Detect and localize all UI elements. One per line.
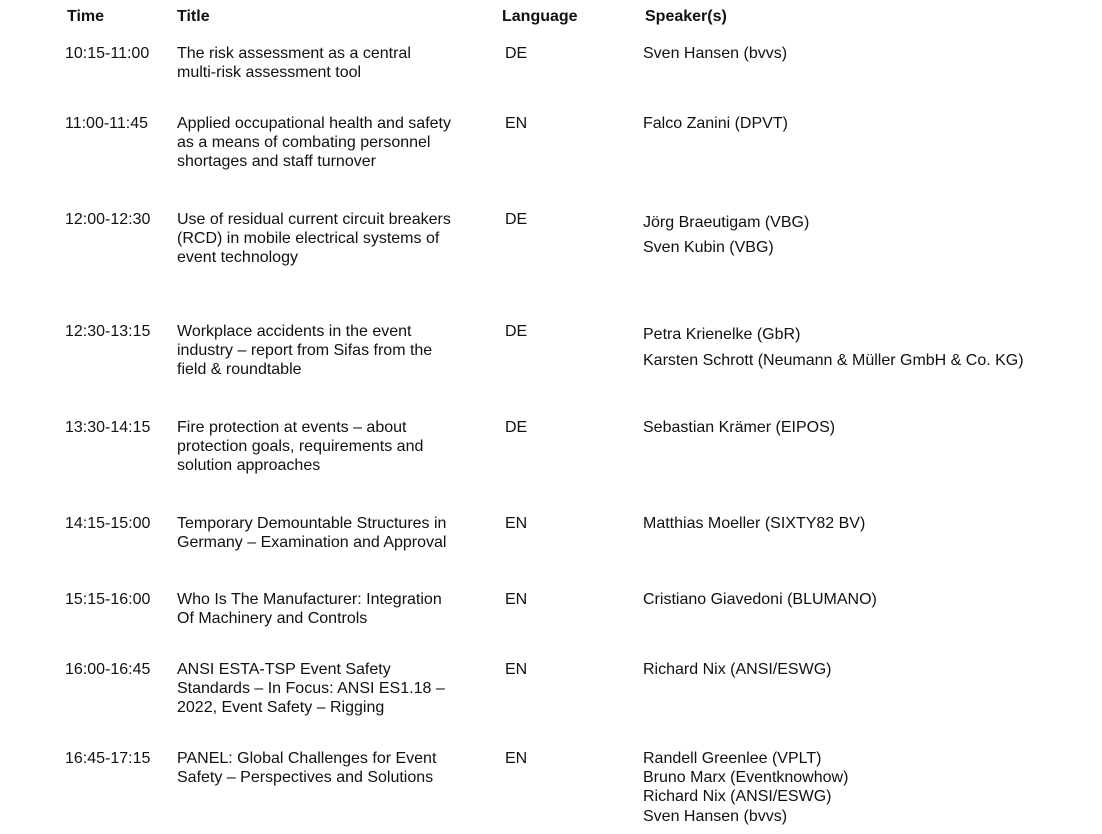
session-time: 13:30-14:15 <box>65 419 151 436</box>
speaker: Cristiano Giavedoni (BLUMANO) <box>643 591 877 608</box>
speaker: Sven Kubin (VBG) <box>643 239 774 256</box>
title-line: Workplace accidents in the event <box>177 323 412 340</box>
session-language: DE <box>505 419 528 436</box>
session-language: EN <box>505 115 528 132</box>
session-title <box>177 418 423 476</box>
session-title <box>177 210 451 268</box>
title-line: solution approaches <box>177 457 321 475</box>
title-line: protection goals, requirements and <box>177 438 424 456</box>
title-line: Applied occupational health and safety <box>177 115 451 132</box>
session-time: 16:45-17:15 <box>65 750 151 767</box>
speaker: Sven Hansen (bvvs) <box>643 807 788 825</box>
speaker: Sven Hansen (bvvs) <box>643 45 788 62</box>
session-speakers <box>643 660 831 679</box>
title-line: ANSI ESTA-TSP Event Safety <box>177 661 391 678</box>
header-time: Time <box>67 8 105 25</box>
session-title <box>177 749 436 787</box>
speaker: Richard Nix (ANSI/ESWG) <box>643 661 832 678</box>
session-title <box>177 114 451 172</box>
session-speakers <box>643 749 848 826</box>
session-language: EN <box>505 515 528 532</box>
title-line: as a means of combating personnel <box>177 134 431 152</box>
session-title <box>177 322 432 380</box>
title-line: Of Machinery and Controls <box>177 610 368 628</box>
session-language: DE <box>505 211 528 228</box>
session-time: 12:00-12:30 <box>65 211 151 228</box>
title-line: Standards – In Focus: ANSI ES1.18 – <box>177 680 445 698</box>
title-line: Fire protection at events – about <box>177 419 407 436</box>
session-time: 10:15-11:00 <box>65 45 150 62</box>
title-line: shortages and staff turnover <box>177 153 376 171</box>
title-line: 2022, Event Safety – Rigging <box>177 699 385 717</box>
session-title <box>177 44 411 82</box>
session-title <box>177 590 442 628</box>
title-line: The risk assessment as a central <box>177 45 411 62</box>
session-time: 12:30-13:15 <box>65 323 151 340</box>
title-line: Safety – Perspectives and Solutions <box>177 769 434 787</box>
speaker: Karsten Schrott (Neumann & Müller GmbH & Co. KG) <box>643 352 1024 369</box>
session-speakers <box>643 418 835 437</box>
title-line: event technology <box>177 249 298 267</box>
header-title: Title <box>177 8 210 25</box>
session-language: EN <box>505 750 528 767</box>
session-speakers <box>643 44 787 63</box>
title-line: field & roundtable <box>177 361 302 379</box>
speaker: Richard Nix (ANSI/ESWG) <box>643 788 832 806</box>
speaker: Falco Zanini (DPVT) <box>643 115 788 132</box>
title-line: Who Is The Manufacturer: Integration <box>177 591 442 608</box>
session-time: 11:00-11:45 <box>65 115 149 132</box>
title-line: industry – report from Sifas from the <box>177 342 433 360</box>
session-language: EN <box>505 661 528 678</box>
header-language: Language <box>502 8 578 25</box>
title-line: Temporary Demountable Structures in <box>177 515 447 532</box>
title-line: Use of residual current circuit breakers <box>177 211 451 228</box>
speaker: Sebastian Krämer (EIPOS) <box>643 419 836 436</box>
speaker: Matthias Moeller (SIXTY82 BV) <box>643 515 866 532</box>
session-title <box>177 660 445 718</box>
title-line: PANEL: Global Challenges for Event <box>177 750 437 767</box>
speaker: Bruno Marx (Eventknowhow) <box>643 769 849 787</box>
session-speakers <box>643 514 865 533</box>
title-line: (RCD) in mobile electrical systems of <box>177 230 440 248</box>
session-time: 14:15-15:00 <box>65 515 151 532</box>
session-language: DE <box>505 323 528 340</box>
session-speakers <box>643 322 1024 374</box>
title-line: multi-risk assessment tool <box>177 64 362 82</box>
speaker: Petra Krienelke (GbR) <box>643 326 801 343</box>
header-speakers: Speaker(s) <box>645 8 727 25</box>
session-language: DE <box>505 45 528 62</box>
session-time: 15:15-16:00 <box>65 591 151 608</box>
session-time: 16:00-16:45 <box>65 661 151 678</box>
session-speakers <box>643 590 877 609</box>
speaker: Jörg Braeutigam (VBG) <box>643 214 810 231</box>
title-line: Germany – Examination and Approval <box>177 534 447 552</box>
speaker: Randell Greenlee (VPLT) <box>643 750 822 767</box>
session-title <box>177 514 446 552</box>
session-speakers <box>643 210 809 260</box>
session-language: EN <box>505 591 528 608</box>
session-speakers <box>643 114 788 133</box>
